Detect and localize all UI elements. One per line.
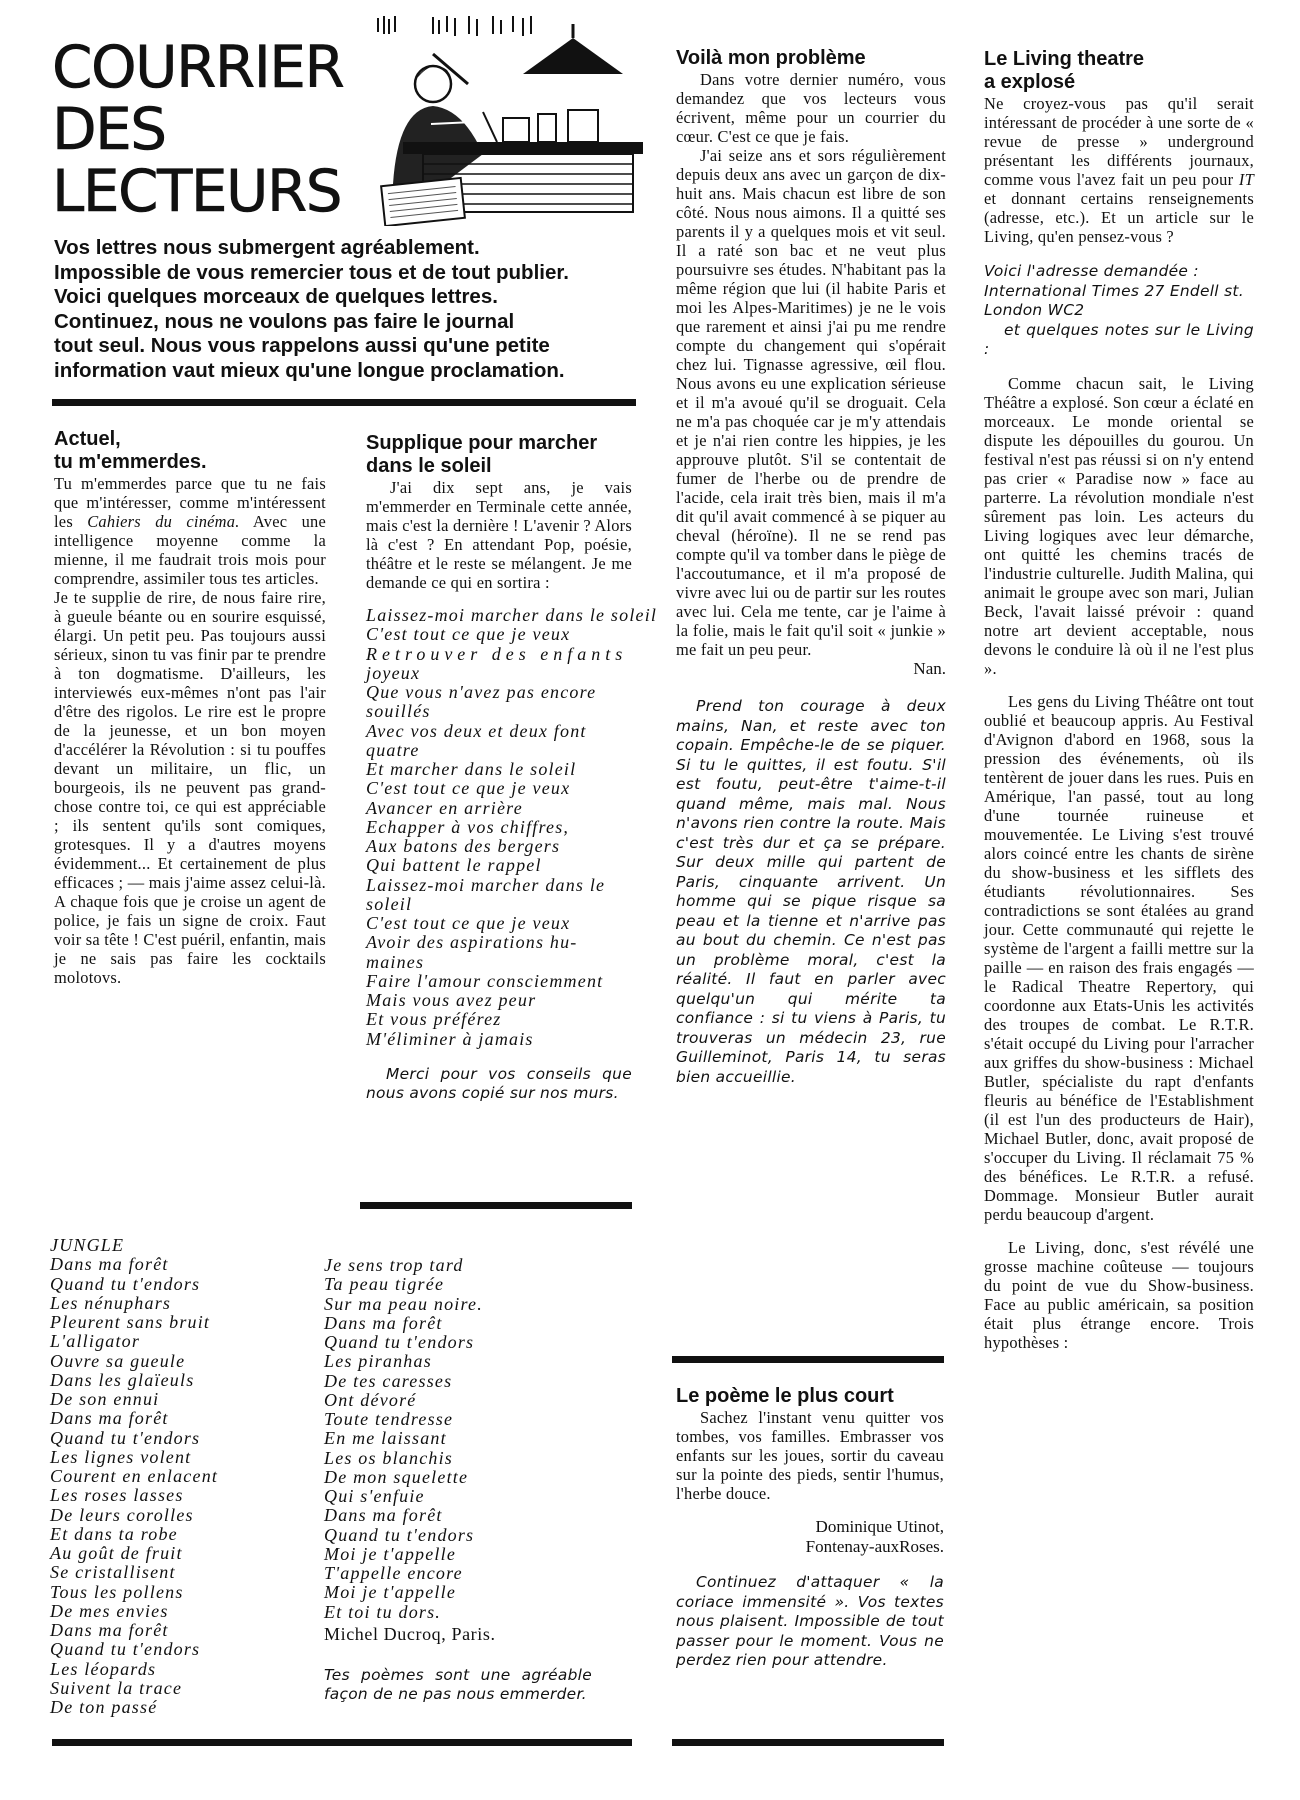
poem-line: Les piranhas bbox=[324, 1351, 432, 1372]
poem-line: Les roses lasses bbox=[50, 1485, 184, 1506]
letter-paragraph: J'ai dix sept ans, je vais m'emmerder en Terminale cette année, mais c'est la dernière ! L'avenir ? Alors là c'est ? En attendant Pop, poésie, théâtre et le reste se mélangent. Je me demande ce qui en sortira : bbox=[366, 478, 633, 592]
poem-line: Sur ma peau noire. bbox=[324, 1293, 483, 1314]
poem-line: Ta peau tigrée bbox=[324, 1274, 445, 1295]
poem-line: C'est tout ce que je veux bbox=[366, 624, 571, 645]
intro-line: information vaut mieux qu'une longue proclamation. bbox=[54, 358, 565, 382]
poem-column bbox=[50, 1255, 320, 1717]
divider bbox=[360, 1202, 632, 1209]
poem-line: De tes caresses bbox=[324, 1370, 453, 1391]
page-title bbox=[52, 33, 344, 225]
poem-line: Dans ma forêt bbox=[50, 1408, 169, 1429]
editor-reply: et quelques notes sur le Living : bbox=[984, 320, 1254, 358]
signature: Michel Ducroq, Paris. bbox=[324, 1623, 496, 1644]
intro-line: Continuez, nous ne voulons pas faire le journal bbox=[54, 309, 515, 333]
poem-jungle bbox=[50, 1236, 320, 1717]
intro-line: tout seul. Nous vous rappelons aussi qu'une petite bbox=[54, 334, 550, 357]
editor-reply: Voici l'adresse demandée : International Times 27 Endell st. London WC2 bbox=[984, 262, 1244, 319]
poem-line: Tous les pollens bbox=[50, 1581, 184, 1602]
poem-line: Quand tu t'endors bbox=[50, 1427, 201, 1448]
poem-line: soleil bbox=[366, 893, 413, 914]
letter-title: Voilà mon problème bbox=[676, 47, 866, 69]
divider bbox=[672, 1739, 944, 1746]
letter-paragraph: Dans votre dernier numéro, vous demandez que vos lecteurs vous écrivent, même pour un courrier du cœur. C'est ce que je fais. bbox=[676, 70, 946, 146]
divider bbox=[52, 1739, 632, 1746]
poem-line: Quand tu t'endors bbox=[50, 1639, 201, 1660]
editor-reply: Merci pour vos conseils que nous avons copié sur nos murs. bbox=[366, 1064, 632, 1103]
poem-line: Faire l'amour consciemment bbox=[366, 970, 604, 991]
poem bbox=[366, 605, 658, 1049]
poem-line: De leurs corolles bbox=[50, 1504, 194, 1525]
letter-title: Supplique pour marcher dans le soleil bbox=[366, 432, 598, 477]
poem-line: Avec vos deux et deux font bbox=[366, 720, 587, 741]
poem-line: De ton passé bbox=[50, 1697, 158, 1717]
editor-reply: Continuez d'attaquer « la coriace immensité ». Vos textes nous plaisent. Impossible de tout passer pour le moment. Vous ne perdez rien pour attendre. bbox=[676, 1573, 944, 1669]
letter-supplique bbox=[366, 432, 658, 1104]
poem-line: Avoir des aspirations hu- bbox=[366, 932, 578, 953]
poem-line: M'éliminer à jamais bbox=[366, 1028, 534, 1049]
poem-line: De son ennui bbox=[50, 1389, 160, 1409]
letter-title: Le poème le plus court bbox=[676, 1385, 894, 1407]
poem-line: T'appelle encore bbox=[324, 1563, 463, 1583]
poem-line: souillés bbox=[366, 701, 431, 722]
poem-line: Dans ma forêt bbox=[50, 1254, 169, 1275]
poem-line: En me laissant bbox=[324, 1428, 447, 1449]
letter-living bbox=[984, 48, 1254, 1352]
poem-line: Je sens trop tard bbox=[324, 1255, 464, 1275]
poem-line: Les léopards bbox=[50, 1658, 157, 1679]
signature: Dominique Utinot, Fontenay-auxRoses. bbox=[805, 1517, 944, 1556]
poem-line: Et vous préférez bbox=[366, 1009, 502, 1030]
title-line: DES bbox=[52, 95, 166, 163]
poem-column bbox=[324, 1256, 634, 1622]
poem-line: Courent en enlacent bbox=[50, 1466, 219, 1486]
poem-line: Quand tu t'endors bbox=[324, 1332, 475, 1352]
poem-line: Retrouver des enfants bbox=[366, 643, 628, 664]
poem-line: quatre bbox=[366, 739, 420, 760]
poem-line: De mes envies bbox=[50, 1600, 169, 1621]
poem-line: Et marcher dans le soleil bbox=[366, 759, 577, 779]
poem-line: C'est tout ce que je veux bbox=[366, 913, 571, 933]
intro-text bbox=[54, 236, 654, 383]
poem-line: Aux batons des bergers bbox=[366, 836, 561, 856]
letter-paragraph: Comme chacun sait, le Living Théâtre a explosé. Son cœur a éclaté en morceaux. Le monde oriental se dispute les dépouilles du gourou. Un festival n'est pas réussi si on n'y entend pas crier « Paradise now » face au parterre. La révolution mondiale n'est sûrement pas loin. Les acteurs du Living logiques avec leur démarche, ont quitté les chemins tracés de l'industrie culturelle. Judith Malina, qui animait le groupe avec son mari, Julian Beck, l'avait laissé prévoir : quand notre art devient acceptable, nous devons le conduire là où il ne l'est plus ». bbox=[984, 373, 1254, 678]
poem-title: JUNGLE bbox=[50, 1235, 125, 1255]
poem-line: Qui s'enfuie bbox=[324, 1486, 425, 1506]
letter-title: Actuel, tu m'emmerdes. bbox=[54, 428, 207, 473]
poem-line: Quand tu t'endors bbox=[324, 1524, 475, 1545]
letter-paragraph: Tu m'emmerdes parce que tu ne fais que m'intéresser, comme m'intéressent les Cahiers du cinéma. Avec une intelligence moyenne comme la mienne, il me faudrait trois mois pour comprendre, assimiler tous tes articles. bbox=[54, 474, 326, 588]
letter-probleme bbox=[676, 47, 946, 1087]
poem-line: Dans ma forêt bbox=[50, 1620, 169, 1640]
divider bbox=[672, 1356, 944, 1363]
poem-line: Quand tu t'endors bbox=[50, 1273, 201, 1294]
poem-line: Au goût de fruit bbox=[50, 1543, 183, 1563]
letter-paragraph: Les gens du Living Théâtre ont tout oublié et beaucoup appris. Au Festival d'Avignon d'abord en 1968, sous la pression des événements, où ils tentèrent de jouer dans les rues. Puis en Amérique, l'an passé, tout au long d'une tournée ruineuse et mouvementée. Le Living s'est trouvé alors coincé entre les chants de sirène du show-business et les sifflets des étudiants révolutionnaires. Ses contradictions se sont étalées au grand jour. Cette communauté qui rejette le système de l'argent a failli mettre sur la paille — en raison des frais engagés — le Radical Theatre Repertory, qui coordonne aux Etats-Unis les activités des troupes de combat. Le R.T.R. s'était occupé du Living pour l'arracher aux griffes du show-business : Michael Butler, spécialiste du rapt d'enfants fleuris au bénéfice de l'Establishment (il est l'un des producteurs de Hair), Michael Butler, donc, avait proposé de s'occuper du Living. Il réclamait 75 % des bénéfices. Le R.T.R. a refusé. Dommage. Monsieur Butler aurait perdu beaucoup d'argent. bbox=[984, 691, 1254, 1224]
poem-line: Echapper à vos chiffres, bbox=[366, 816, 570, 837]
poem-line: Dans les glaïeuls bbox=[50, 1369, 195, 1390]
intro-line: Voici quelques morceaux de quelques lettres. bbox=[54, 285, 498, 308]
letter-paragraph: Ne croyez-vous pas qu'il serait intéressant de procéder à une sorte de « revue de presse » underground présentant les différents journaux, comme vous l'avez fait un peu pour IT et donnant certains renseignements (adresse, etc.). Et un article sur le Living, qu'en pensez-vous ? bbox=[984, 94, 1254, 246]
poem-line: Ont dévoré bbox=[324, 1389, 417, 1410]
poem-line: Avancer en arrière bbox=[366, 797, 523, 818]
poem-line: Mais vous avez peur bbox=[366, 990, 537, 1010]
letter-title: Le Living theatre a explosé bbox=[984, 48, 1145, 93]
poem-line: Toute tendresse bbox=[324, 1409, 454, 1429]
poem-line: L'alligator bbox=[50, 1331, 141, 1352]
poem-line: Qui battent le rappel bbox=[366, 855, 542, 876]
letter-actuel bbox=[54, 428, 326, 987]
intro-line: Impossible de vous remercier tous et de tout publier. bbox=[54, 260, 569, 284]
poem-line: Ouvre sa gueule bbox=[50, 1350, 186, 1371]
poem-line: Et toi tu dors. bbox=[324, 1601, 442, 1622]
poem-line: Dans ma forêt bbox=[324, 1312, 443, 1333]
poem-line: Dans ma forêt bbox=[324, 1505, 443, 1526]
poem-line: Laissez-moi marcher dans le bbox=[366, 874, 606, 895]
intro-line: Vos lettres nous submergent agréablement. bbox=[54, 236, 480, 259]
poem-line: Pleurent sans bruit bbox=[50, 1312, 211, 1332]
poem-line: maines bbox=[366, 951, 425, 972]
divider bbox=[52, 399, 636, 406]
title-line: LECTEURS bbox=[52, 157, 342, 225]
poem-line: Suivent la trace bbox=[50, 1677, 183, 1698]
editor-reply: Tes poèmes sont une agréable façon de ne pas nous emmerder. bbox=[324, 1665, 592, 1704]
poem-line: Moi je t'appelle bbox=[324, 1582, 457, 1603]
poem-line: De mon squelette bbox=[324, 1466, 469, 1487]
signature: Nan. bbox=[913, 659, 946, 678]
title-line: COURRIER bbox=[52, 33, 344, 101]
letter-paragraph: J'ai seize ans et sors régulièrement depuis deux ans avec un garçon de dix-huit ans. Mais chacun est libre de son côté. Nous nous aimons. Il a quitté ses parents il y a quelques mois et vit seul. Il a raté son bac et ne veut plus poursuivre ses études. N'habitant pas la même région que lui (il habite Paris et moi les Alpes-Maritimes) je ne le vois que rarement et ainsi j'ai pu me rendre compte du changement qui s'opérait chez lui. Tignasse agressive, œil flou. Nous avons eu une explication sérieuse et il m'a avoué qu'il se droguait. Cela ne m'a pas choquée car je m'y attendais et je n'ai rien contre les hippies, je les approuve plutôt. S'il se contentait de fumer de l'herbe ou de prendre de l'acide, cela irait très bien, mais il m'a dit qu'il avait commencé à se piquer au cheval (héroïne). Il ne se rend pas compte qu'il va tomber dans le piège de l'accoutumance, et il m'a proposé de vivre avec lui ou de partir sur les routes avec lui. Cela me tente, car je l'aime à la folie, mais le fait qu'il soit « junkie » me fait un peu peur. bbox=[676, 146, 946, 659]
letter-paragraph: Sachez l'instant venu quitter vos tombes, vos familles. Embrasser vos enfants sur les joues, sortir du caveau sur la pointe des pieds, sentir l'humus, l'herbe douce. bbox=[676, 1408, 944, 1503]
letter-paragraph: Je te supplie de rire, de nous faire rire, à gueule béante ou en sourire esquissé, élargi. Un petit peu. Pas toujours aussi sérieux, sinon tu vas finir par te prendre à ton dogmatisme. D'ailleurs, les interviewés eux-mêmes n'ont pas l'air d'être des rigolos. Le rire est le propre de la jeunesse, et un bon moyen d'accélérer la Révolution : si tu pouffes devant un militaire, un flic, un bourgeois, ils ne peuvent pas grand-chose contre toi, ce qui est appréciable ; ils sentent qu'ils sont comiques, grotesques. Il y a d'autres moyens évidemment... Et certainement de plus efficaces ; — mais j'aime assez celui-là. A chaque fois que je croise un agent de police, je fais un signe de croix. Faut voir sa tête ! C'est puéril, enfantin, mais je ne sais pas faire les cocktails molotovs. bbox=[54, 588, 326, 987]
editor-reply: Prend ton courage à deux mains, Nan, et reste avec ton copain. Empêche-le de se piquer. Si tu le quittes, il est foutu. S'il est foutu, peut-être t'aime-t-il quand même, mais mal. Nous n'avons rien contre la route. Mais c'est très dur et ça se prépare. Sur deux mille qui partent de Paris, cinquante arrivent. Un homme qui se pique risque sa peau et la tienne et n'arrive pas au bout du chemin. Ce n'est pas un problème moral, c'est la réalité. Il faut en parler avec quelqu'un qui mérite ta confiance : si tu viens à Paris, tu trouveras un médecin 23, rue Guilleminot, Paris 14, tu seras bien accueillie. bbox=[676, 697, 946, 1086]
poem-line: Et dans ta robe bbox=[50, 1523, 178, 1544]
poem-line: Moi je t'appelle bbox=[324, 1543, 457, 1564]
poem-line: Les nénuphars bbox=[50, 1292, 172, 1313]
poem-line: Les lignes volent bbox=[50, 1446, 192, 1467]
poem-line: C'est tout ce que je veux bbox=[366, 778, 571, 799]
poem-jungle-continued bbox=[324, 1256, 634, 1705]
poem-line: Laissez-moi marcher dans le soleil bbox=[366, 605, 658, 625]
poem-line: Que vous n'avez pas encore bbox=[366, 682, 597, 702]
poem-line: Se cristallisent bbox=[50, 1562, 176, 1583]
letter-poeme-court bbox=[676, 1385, 944, 1671]
reader-at-desk-illustration bbox=[373, 14, 648, 226]
letter-paragraph: Le Living, donc, s'est révélé une grosse machine coûteuse — toujours du point de vue du Show-business. Face au public américain, sa position était plus étrange encore. Trois hypothèses : bbox=[984, 1237, 1254, 1352]
poem-line: Les os blanchis bbox=[324, 1447, 454, 1468]
poem-line: joyeux bbox=[366, 662, 421, 683]
